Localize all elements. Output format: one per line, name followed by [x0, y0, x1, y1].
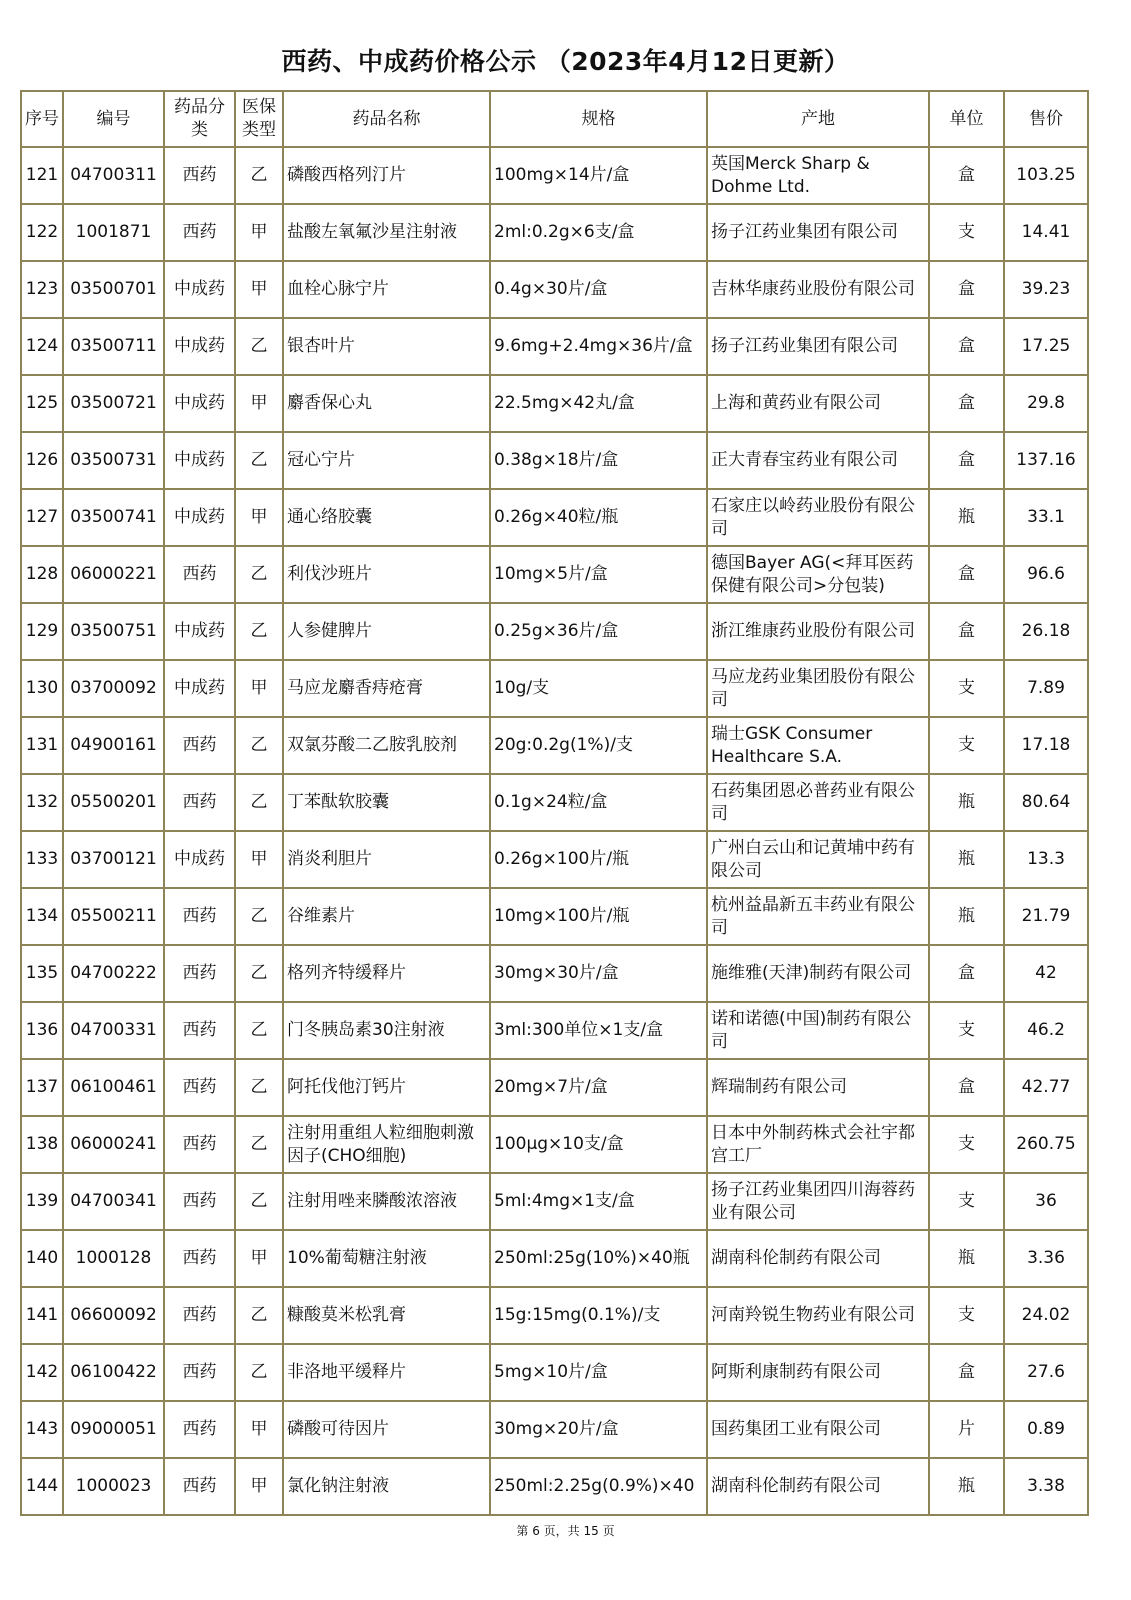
- cell-code: 05500201: [63, 774, 164, 831]
- cell-category: 西药: [164, 774, 235, 831]
- cell-no: 128: [21, 546, 63, 603]
- cell-no: 126: [21, 432, 63, 489]
- origin-text: 诺和诺德(中国)制药有限公司: [711, 1008, 912, 1052]
- cell-insurance: 乙: [235, 1002, 283, 1059]
- cell-insurance: 甲: [235, 831, 283, 888]
- cell-code: 06000221: [63, 546, 164, 603]
- origin-text: 湖南科伦制药有限公司: [711, 1476, 881, 1496]
- page-title: 西药、中成药价格公示 （2023年4月12日更新）: [281, 47, 850, 76]
- cell-insurance: 甲: [235, 1458, 283, 1515]
- cell-code: 09000051: [63, 1401, 164, 1458]
- cell-drug-name: 通心络胶囊: [283, 489, 490, 546]
- cell-spec: 0.1g×24粒/盒: [490, 774, 707, 831]
- table-row: [21, 546, 1088, 603]
- cell-insurance: 乙: [235, 603, 283, 660]
- origin-text: 辉瑞制药有限公司: [711, 1077, 847, 1097]
- cell-origin: [707, 888, 929, 945]
- cell-no: 135: [21, 945, 63, 1002]
- origin-text: 杭州益晶新五丰药业有限公司: [711, 894, 915, 938]
- cell-category: 中成药: [164, 831, 235, 888]
- cell-code: 1000128: [63, 1230, 164, 1287]
- cell-category: 西药: [164, 147, 235, 204]
- cell-drug-name: 注射用唑来膦酸浓溶液: [283, 1173, 490, 1230]
- cell-drug-name: 门冬胰岛素30注射液: [283, 1002, 490, 1059]
- cell-drug-name: 格列齐特缓释片: [283, 945, 490, 1002]
- cell-insurance: 乙: [235, 717, 283, 774]
- origin-text: 国药集团工业有限公司: [711, 1419, 881, 1439]
- table-row: [21, 489, 1088, 546]
- cell-no: 123: [21, 261, 63, 318]
- origin-text: 石家庄以岭药业股份有限公司: [711, 495, 915, 539]
- cell-no: 143: [21, 1401, 63, 1458]
- cell-no: 125: [21, 375, 63, 432]
- cell-category: 西药: [164, 1287, 235, 1344]
- cell-unit: 盒: [929, 318, 1004, 375]
- cell-drug-name: 注射用重组人粒细胞刺激因子(CHO细胞): [283, 1116, 490, 1173]
- cell-drug-name: 利伐沙班片: [283, 546, 490, 603]
- cell-price: 7.89: [1004, 660, 1088, 717]
- cell-spec: 3ml:300单位×1支/盒: [490, 1002, 707, 1059]
- cell-category: 中成药: [164, 375, 235, 432]
- cell-price: 33.1: [1004, 489, 1088, 546]
- cell-insurance: 甲: [235, 1230, 283, 1287]
- cell-unit: 支: [929, 1173, 1004, 1230]
- cell-origin: [707, 660, 929, 717]
- table-row: [21, 774, 1088, 831]
- origin-text: 施维雅(天津)制药有限公司: [711, 963, 912, 983]
- cell-spec: 9.6mg+2.4mg×36片/盒: [490, 318, 707, 375]
- cell-insurance: 乙: [235, 1116, 283, 1173]
- cell-no: 132: [21, 774, 63, 831]
- cell-insurance: 甲: [235, 204, 283, 261]
- cell-origin: [707, 1401, 929, 1458]
- header-category: 药品分类: [164, 91, 235, 147]
- cell-spec: 0.26g×40粒/瓶: [490, 489, 707, 546]
- table-row: [21, 1059, 1088, 1116]
- cell-origin: [707, 1344, 929, 1401]
- origin-text: 日本中外制药株式会社宇都宫工厂: [711, 1122, 915, 1166]
- cell-no: 124: [21, 318, 63, 375]
- cell-price: 42.77: [1004, 1059, 1088, 1116]
- cell-unit: 盒: [929, 375, 1004, 432]
- cell-category: 中成药: [164, 603, 235, 660]
- cell-price: 17.18: [1004, 717, 1088, 774]
- cell-insurance: 乙: [235, 1287, 283, 1344]
- cell-origin: [707, 432, 929, 489]
- cell-insurance: 甲: [235, 660, 283, 717]
- cell-category: 西药: [164, 1401, 235, 1458]
- cell-spec: 30mg×30片/盒: [490, 945, 707, 1002]
- table-row: [21, 945, 1088, 1002]
- cell-spec: 10g/支: [490, 660, 707, 717]
- cell-origin: [707, 1116, 929, 1173]
- cell-code: 03500701: [63, 261, 164, 318]
- origin-text: 石药集团恩必普药业有限公司: [711, 780, 915, 824]
- cell-price: 80.64: [1004, 774, 1088, 831]
- cell-category: 中成药: [164, 660, 235, 717]
- cell-unit: 瓶: [929, 1230, 1004, 1287]
- cell-code: 06100461: [63, 1059, 164, 1116]
- cell-no: 122: [21, 204, 63, 261]
- cell-price: 46.2: [1004, 1002, 1088, 1059]
- cell-spec: 100μg×10支/盒: [490, 1116, 707, 1173]
- cell-origin: [707, 489, 929, 546]
- header-code: 编号: [63, 91, 164, 147]
- cell-insurance: 乙: [235, 1059, 283, 1116]
- origin-text: 上海和黄药业有限公司: [711, 393, 881, 413]
- cell-drug-name: 10%葡萄糖注射液: [283, 1230, 490, 1287]
- cell-no: 142: [21, 1344, 63, 1401]
- header-unit: 单位: [929, 91, 1004, 147]
- cell-insurance: 甲: [235, 375, 283, 432]
- cell-unit: 支: [929, 1116, 1004, 1173]
- cell-origin: [707, 1002, 929, 1059]
- table-row: [21, 204, 1088, 261]
- cell-category: 中成药: [164, 261, 235, 318]
- cell-drug-name: 银杏叶片: [283, 318, 490, 375]
- cell-unit: 片: [929, 1401, 1004, 1458]
- cell-category: 西药: [164, 1116, 235, 1173]
- table-body: [21, 147, 1088, 1515]
- table-row: [21, 1458, 1088, 1515]
- cell-no: 134: [21, 888, 63, 945]
- cell-code: 03700092: [63, 660, 164, 717]
- table-row: [21, 1287, 1088, 1344]
- table-row: [21, 375, 1088, 432]
- table-row: [21, 717, 1088, 774]
- cell-unit: 支: [929, 204, 1004, 261]
- cell-unit: 盒: [929, 432, 1004, 489]
- origin-text: 德国Bayer AG(<拜耳医药保健有限公司>分包装): [711, 552, 914, 596]
- cell-price: 36: [1004, 1173, 1088, 1230]
- cell-code: 03500721: [63, 375, 164, 432]
- cell-spec: 20g:0.2g(1%)/支: [490, 717, 707, 774]
- cell-code: 04700222: [63, 945, 164, 1002]
- cell-spec: 15g:15mg(0.1%)/支: [490, 1287, 707, 1344]
- page-footer: 第 6 页，共 15 页: [516, 1524, 615, 1538]
- cell-insurance: 乙: [235, 546, 283, 603]
- cell-insurance: 乙: [235, 432, 283, 489]
- cell-spec: 30mg×20片/盒: [490, 1401, 707, 1458]
- price-table: [20, 90, 1089, 1516]
- cell-spec: 0.38g×18片/盒: [490, 432, 707, 489]
- cell-category: 西药: [164, 1002, 235, 1059]
- cell-code: 06000241: [63, 1116, 164, 1173]
- cell-price: 26.18: [1004, 603, 1088, 660]
- cell-spec: 22.5mg×42丸/盒: [490, 375, 707, 432]
- cell-category: 西药: [164, 204, 235, 261]
- origin-text: 扬子江药业集团四川海蓉药业有限公司: [711, 1179, 915, 1223]
- cell-drug-name: 麝香保心丸: [283, 375, 490, 432]
- cell-drug-name: 氯化钠注射液: [283, 1458, 490, 1515]
- cell-price: 24.02: [1004, 1287, 1088, 1344]
- cell-insurance: 乙: [235, 1344, 283, 1401]
- origin-text: 瑞士GSK Consumer Healthcare S.A.: [711, 723, 873, 767]
- cell-price: 260.75: [1004, 1116, 1088, 1173]
- cell-insurance: 乙: [235, 1173, 283, 1230]
- cell-spec: 0.4g×30片/盒: [490, 261, 707, 318]
- cell-price: 3.36: [1004, 1230, 1088, 1287]
- cell-code: 06600092: [63, 1287, 164, 1344]
- cell-unit: 支: [929, 1002, 1004, 1059]
- cell-spec: 20mg×7片/盒: [490, 1059, 707, 1116]
- cell-origin: [707, 1458, 929, 1515]
- cell-price: 42: [1004, 945, 1088, 1002]
- cell-code: 1001871: [63, 204, 164, 261]
- table-row: [21, 147, 1088, 204]
- cell-category: 西药: [164, 1458, 235, 1515]
- origin-text: 浙江维康药业股份有限公司: [711, 621, 915, 641]
- cell-unit: 瓶: [929, 888, 1004, 945]
- cell-category: 西药: [164, 945, 235, 1002]
- cell-insurance: 甲: [235, 261, 283, 318]
- cell-drug-name: 消炎利胆片: [283, 831, 490, 888]
- header-price: 售价: [1004, 91, 1088, 147]
- cell-no: 138: [21, 1116, 63, 1173]
- cell-no: 121: [21, 147, 63, 204]
- cell-category: 西药: [164, 1230, 235, 1287]
- cell-code: 03700121: [63, 831, 164, 888]
- cell-unit: 盒: [929, 546, 1004, 603]
- cell-no: 137: [21, 1059, 63, 1116]
- cell-origin: [707, 603, 929, 660]
- cell-spec: 5mg×10片/盒: [490, 1344, 707, 1401]
- cell-spec: 2ml:0.2g×6支/盒: [490, 204, 707, 261]
- cell-origin: [707, 831, 929, 888]
- cell-unit: 盒: [929, 1059, 1004, 1116]
- cell-insurance: 乙: [235, 774, 283, 831]
- cell-category: 西药: [164, 1344, 235, 1401]
- cell-category: 西药: [164, 1173, 235, 1230]
- cell-price: 27.6: [1004, 1344, 1088, 1401]
- origin-text: 河南羚锐生物药业有限公司: [711, 1305, 915, 1325]
- cell-category: 中成药: [164, 489, 235, 546]
- cell-unit: 盒: [929, 945, 1004, 1002]
- origin-text: 扬子江药业集团有限公司: [711, 336, 898, 356]
- cell-unit: 盒: [929, 603, 1004, 660]
- cell-category: 西药: [164, 888, 235, 945]
- cell-code: 03500711: [63, 318, 164, 375]
- cell-drug-name: 磷酸可待因片: [283, 1401, 490, 1458]
- cell-drug-name: 双氯芬酸二乙胺乳胶剂: [283, 717, 490, 774]
- cell-origin: [707, 546, 929, 603]
- cell-code: 06100422: [63, 1344, 164, 1401]
- cell-insurance: 乙: [235, 888, 283, 945]
- cell-origin: [707, 1230, 929, 1287]
- cell-no: 141: [21, 1287, 63, 1344]
- cell-drug-name: 血栓心脉宁片: [283, 261, 490, 318]
- cell-drug-name: 非洛地平缓释片: [283, 1344, 490, 1401]
- origin-text: 广州白云山和记黄埔中药有限公司: [711, 837, 915, 881]
- cell-insurance: 乙: [235, 945, 283, 1002]
- cell-category: 西药: [164, 717, 235, 774]
- cell-price: 96.6: [1004, 546, 1088, 603]
- table-row: [21, 1230, 1088, 1287]
- origin-text: 阿斯利康制药有限公司: [711, 1362, 881, 1382]
- cell-no: 136: [21, 1002, 63, 1059]
- origin-text: 扬子江药业集团有限公司: [711, 222, 898, 242]
- cell-no: 140: [21, 1230, 63, 1287]
- header-spec: 规格: [490, 91, 707, 147]
- cell-unit: 瓶: [929, 1458, 1004, 1515]
- cell-origin: [707, 945, 929, 1002]
- cell-price: 39.23: [1004, 261, 1088, 318]
- table-row: [21, 1116, 1088, 1173]
- cell-insurance: 甲: [235, 489, 283, 546]
- cell-spec: 250ml:2.25g(0.9%)×40: [490, 1458, 707, 1515]
- table-row: [21, 318, 1088, 375]
- cell-origin: [707, 204, 929, 261]
- cell-no: 131: [21, 717, 63, 774]
- origin-text: 正大青春宝药业有限公司: [711, 450, 898, 470]
- cell-code: 03500751: [63, 603, 164, 660]
- cell-code: 05500211: [63, 888, 164, 945]
- cell-spec: 10mg×5片/盒: [490, 546, 707, 603]
- cell-drug-name: 谷维素片: [283, 888, 490, 945]
- table-row: [21, 888, 1088, 945]
- cell-price: 13.3: [1004, 831, 1088, 888]
- cell-price: 17.25: [1004, 318, 1088, 375]
- cell-origin: [707, 261, 929, 318]
- cell-origin: [707, 1059, 929, 1116]
- cell-drug-name: 盐酸左氧氟沙星注射液: [283, 204, 490, 261]
- cell-unit: 瓶: [929, 774, 1004, 831]
- cell-unit: 瓶: [929, 831, 1004, 888]
- cell-insurance: 乙: [235, 318, 283, 375]
- cell-code: 03500731: [63, 432, 164, 489]
- cell-unit: 支: [929, 717, 1004, 774]
- cell-no: 133: [21, 831, 63, 888]
- cell-unit: 盒: [929, 261, 1004, 318]
- cell-unit: 盒: [929, 147, 1004, 204]
- cell-drug-name: 糠酸莫米松乳膏: [283, 1287, 490, 1344]
- header-origin: 产地: [707, 91, 929, 147]
- cell-price: 14.41: [1004, 204, 1088, 261]
- cell-origin: [707, 1287, 929, 1344]
- cell-drug-name: 丁苯酞软胶囊: [283, 774, 490, 831]
- cell-origin: [707, 774, 929, 831]
- header-name: 药品名称: [283, 91, 490, 147]
- table-header-row: [21, 91, 1088, 147]
- cell-origin: [707, 147, 929, 204]
- cell-no: 127: [21, 489, 63, 546]
- cell-price: 0.89: [1004, 1401, 1088, 1458]
- table-row: [21, 1344, 1088, 1401]
- cell-price: 21.79: [1004, 888, 1088, 945]
- header-no: 序号: [21, 91, 63, 147]
- cell-insurance: 甲: [235, 1401, 283, 1458]
- cell-origin: [707, 717, 929, 774]
- cell-spec: 10mg×100片/瓶: [490, 888, 707, 945]
- cell-spec: 100mg×14片/盒: [490, 147, 707, 204]
- cell-spec: 0.25g×36片/盒: [490, 603, 707, 660]
- cell-unit: 支: [929, 1287, 1004, 1344]
- cell-origin: [707, 1173, 929, 1230]
- cell-spec: 0.26g×100片/瓶: [490, 831, 707, 888]
- cell-price: 3.38: [1004, 1458, 1088, 1515]
- cell-category: 西药: [164, 1059, 235, 1116]
- cell-price: 103.25: [1004, 147, 1088, 204]
- cell-code: 04700331: [63, 1002, 164, 1059]
- table-row: [21, 1173, 1088, 1230]
- table-row: [21, 660, 1088, 717]
- cell-code: 04700341: [63, 1173, 164, 1230]
- table-row: [21, 432, 1088, 489]
- cell-origin: [707, 318, 929, 375]
- table-row: [21, 1401, 1088, 1458]
- origin-text: 英国Merck Sharp & Dohme Ltd.: [711, 153, 870, 197]
- cell-code: 1000023: [63, 1458, 164, 1515]
- header-insurance: 医保类型: [235, 91, 283, 147]
- cell-category: 中成药: [164, 318, 235, 375]
- origin-text: 马应龙药业集团股份有限公司: [711, 666, 915, 710]
- cell-unit: 支: [929, 660, 1004, 717]
- cell-code: 03500741: [63, 489, 164, 546]
- cell-category: 西药: [164, 546, 235, 603]
- cell-origin: [707, 375, 929, 432]
- cell-drug-name: 马应龙麝香痔疮膏: [283, 660, 490, 717]
- table-row: [21, 261, 1088, 318]
- cell-no: 139: [21, 1173, 63, 1230]
- cell-unit: 盒: [929, 1344, 1004, 1401]
- cell-price: 29.8: [1004, 375, 1088, 432]
- cell-drug-name: 磷酸西格列汀片: [283, 147, 490, 204]
- table-row: [21, 831, 1088, 888]
- cell-drug-name: 阿托伐他汀钙片: [283, 1059, 490, 1116]
- cell-code: 04900161: [63, 717, 164, 774]
- origin-text: 吉林华康药业股份有限公司: [711, 279, 915, 299]
- cell-drug-name: 冠心宁片: [283, 432, 490, 489]
- cell-no: 130: [21, 660, 63, 717]
- cell-insurance: 乙: [235, 147, 283, 204]
- cell-no: 144: [21, 1458, 63, 1515]
- origin-text: 湖南科伦制药有限公司: [711, 1248, 881, 1268]
- cell-category: 中成药: [164, 432, 235, 489]
- cell-price: 137.16: [1004, 432, 1088, 489]
- table-row: [21, 1002, 1088, 1059]
- cell-spec: 250ml:25g(10%)×40瓶: [490, 1230, 707, 1287]
- cell-spec: 5ml:4mg×1支/盒: [490, 1173, 707, 1230]
- cell-no: 129: [21, 603, 63, 660]
- cell-drug-name: 人参健脾片: [283, 603, 490, 660]
- cell-unit: 瓶: [929, 489, 1004, 546]
- table-row: [21, 603, 1088, 660]
- cell-code: 04700311: [63, 147, 164, 204]
